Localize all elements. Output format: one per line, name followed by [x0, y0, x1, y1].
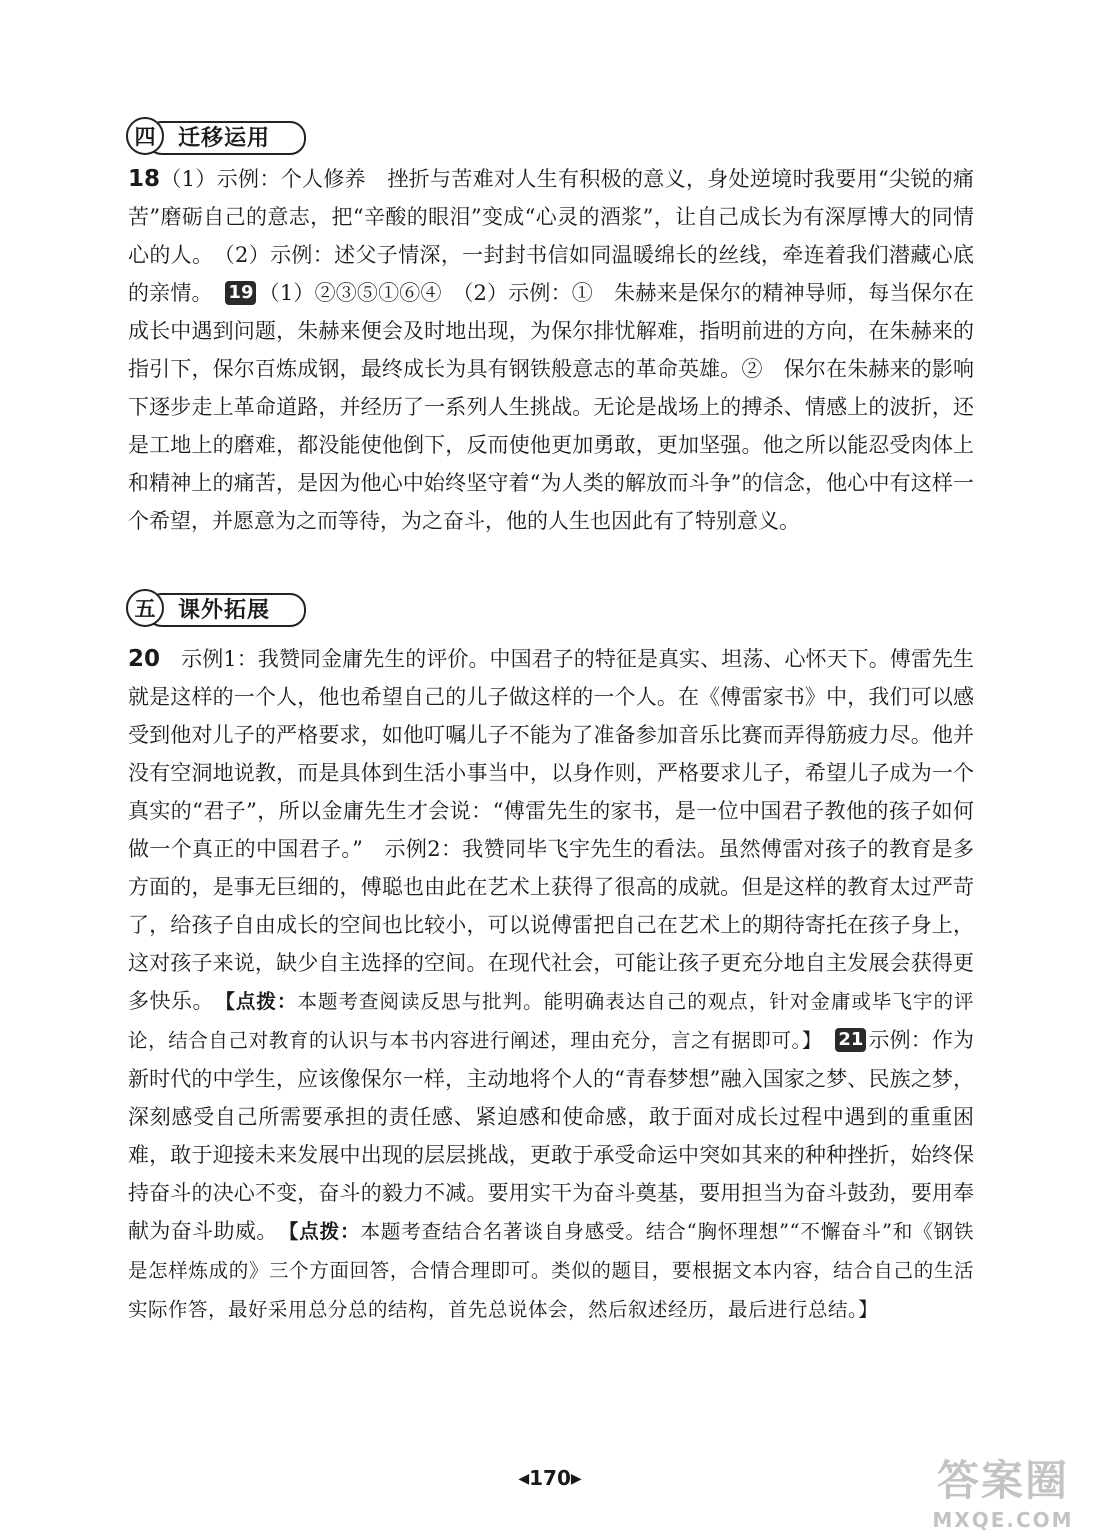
question-number-21: 21	[835, 1028, 866, 1052]
page-number-value: 170	[529, 1466, 571, 1490]
arrow-right-icon: ▶	[570, 1471, 582, 1487]
section-header-five	[126, 589, 270, 627]
watermark-main: 答案圈	[936, 1456, 1069, 1505]
watermark-sub: MXQE.COM	[932, 1508, 1074, 1532]
answer-paragraph	[128, 160, 974, 540]
question-number-18: 18	[128, 166, 161, 192]
answer-18-text: （1）示例：个人修养 挫折与苦难对人生有积极的意义，身处逆境时我要用“尖锐的痛苦”磨砺自己的意志，把“辛酸的眼泪”变成“心灵的酒浆”，让自己成长为有深厚博大的同情心的人。 （2）示例：述父子情深，一封封书信如同温暖绵长的丝线，牵连着我们潜藏心底的亲情。	[128, 167, 974, 305]
arrow-left-icon: ◀	[518, 1471, 530, 1487]
answers-section-five	[128, 640, 974, 1329]
section-number: 五	[126, 589, 164, 627]
section-title: 课外拓展	[178, 597, 271, 623]
answer-19-text: （1）②③⑤①⑥④ （2）示例：① 朱赫来是保尔的精神导师，每当保尔在成长中遇到问题，朱赫来便会及时地出现，为保尔排忧解难，指明前进的方向，在朱赫来的指引下，保尔百炼成钢，最终成长为具有钢铁般意志的革命英雄。② 保尔在朱赫来的影响下逐步走上革命道路，并经历了一系列人生挑战。无论是战场上的搏杀、情感上的波折，还是工地上的磨难，都没能使他倒下，反而使他更加勇敢，更加坚强。他之所以能忍受肉体上和精神上的痛苦，是因为他心中始终坚守着“为人类的解放而斗争”的信念，他心中有这样一个希望，并愿意为之而等待，为之奋斗，他的人生也因此有了特别意义。	[128, 281, 975, 533]
hint-label: 【点拨：	[225, 990, 298, 1013]
section-header-four	[126, 117, 270, 155]
answer-paragraph	[128, 640, 974, 1329]
answers-section-four	[128, 160, 974, 540]
hint-21-text: 本题考查结合名著谈自身感受。结合“胸怀理想”“不懈奋斗”和《钢铁是怎样炼成的》三个方面回答，合情合理即可。类似的题目，要根据文本内容，结合自己的生活实际作答，最好采用总分总的结构，首先总说体会，然后叙述经历，最后进行总结。】	[128, 1220, 974, 1321]
section-number: 四	[126, 117, 164, 155]
question-number-20: 20	[128, 646, 161, 672]
answer-21-text: 示例：作为新时代的中学生，应该像保尔一样，主动地将个人的“青春梦想”融入国家之梦、民族之梦，深刻感受自己所需要承担的责任感、紧迫感和使命感，敢于面对成长过程中遇到的重重困难，敢于迎接未来发展中出现的层层挑战，更敢于承受命运中突如其来的种种挫折，始终保持奋斗的决心不变，奋斗的毅力不减。要用实干为奋斗奠基，要用担当为奋斗鼓劲，要用奉献为奋斗助威。	[128, 1028, 974, 1243]
answer-20-text: 示例1：我赞同金庸先生的评价。中国君子的特征是真实、坦荡、心怀天下。傅雷先生就是这样的一个人，他也希望自己的儿子做这样的一个人。在《傅雷家书》中，我们可以感受到他对儿子的严格要求，如他叮嘱儿子不能为了准备参加音乐比赛而弄得筋疲力尽。他并没有空洞地说教，而是具体到生活小事当中，以身作则，严格要求儿子，希望儿子成为一个真实的“君子”，所以金庸先生才会说：“傅雷先生的家书，是一位中国君子教他的孩子如何做一个真正的中国君子。” 示例2：我赞同毕飞宇先生的看法。虽然傅雷对孩子的教育是多方面的，是事无巨细的，傅聪也由此在艺术上获得了很高的成就。但是这样的教育太过严苛了，给孩子自由成长的空间也比较小，可以说傅雷把自己在艺术上的期待寄托在孩子身上，这对孩子来说，缺少自主选择的空间。在现代社会，可能让孩子更充分地自主发展会获得更多快乐。	[128, 647, 975, 1013]
question-number-19: 19	[225, 281, 256, 305]
watermark-logo	[918, 1448, 1088, 1532]
hint-20-text: 本题考查阅读反思与批判。能明确表达自己的观点，针对金庸或毕飞宇的评论，结合自己对教育的认识与本书内容进行阐述，理由充分，言之有据即可。】	[128, 990, 974, 1052]
section-title: 迁移运用	[178, 125, 271, 151]
hint-label: 【点拨：	[288, 1220, 361, 1243]
